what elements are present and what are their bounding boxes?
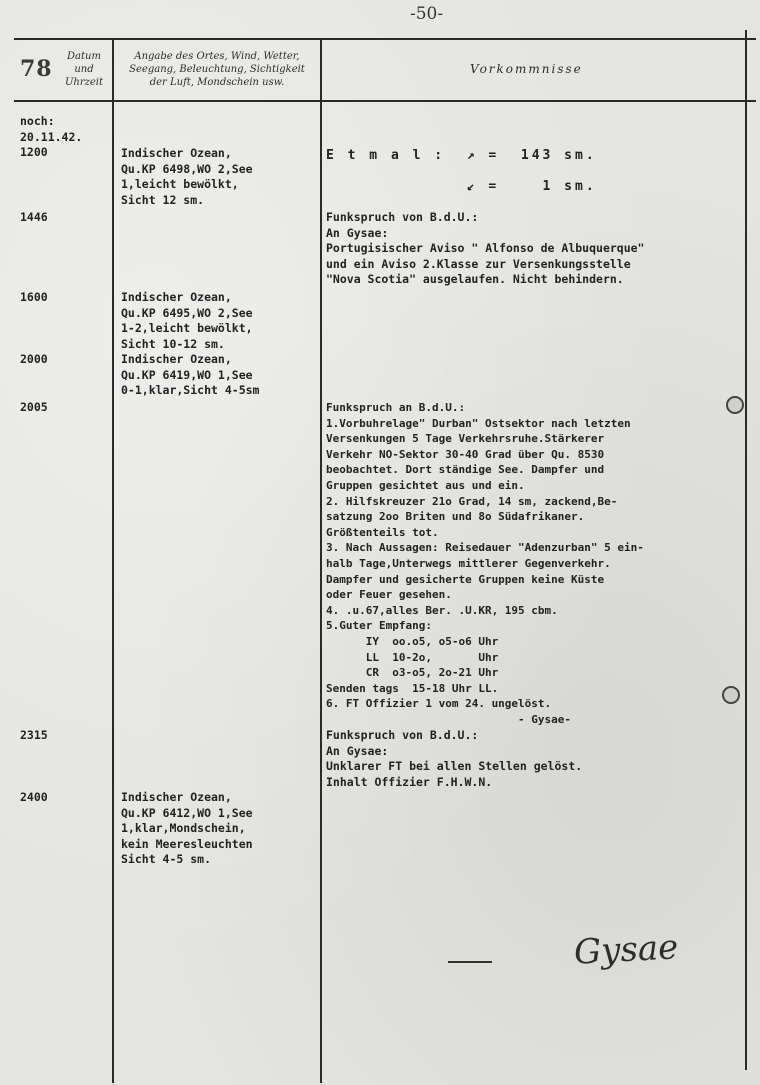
punch-hole: [722, 686, 740, 704]
entry-event: E t m a l : ↗ = 143 sm. ↙ = 1 sm.: [326, 148, 597, 195]
entry-weather: Indischer Ozean, Qu.KP 6495,WO 2,See 1-2,leicht bewölkt, Sicht 10-12 sm.: [121, 290, 253, 351]
entry-time: noch: 20.11.42. 1200: [20, 114, 83, 160]
entry-time: 1446: [20, 210, 48, 224]
punch-hole: [726, 396, 744, 414]
vorkommnisse-header: Vorkommnisse: [470, 62, 583, 76]
entry-time: 1600: [20, 290, 48, 304]
entry-time: 2400: [20, 790, 48, 804]
column-divider-2: [320, 38, 322, 1083]
entry-event: Funkspruch von B.d.U.: An Gysae: Unklarer FT bei allen Stellen gelöst. Inhalt Offizier F.H.W.N.: [326, 728, 583, 789]
column-divider-1: [112, 38, 114, 1083]
signature-line: [448, 961, 492, 963]
entry-time: 2005: [20, 400, 48, 414]
handwritten-signature: Gysae: [573, 927, 680, 973]
top-rule: [14, 38, 756, 40]
page-number: -50-: [410, 4, 444, 24]
right-border: [745, 30, 747, 1070]
entry-time: 2000: [20, 352, 48, 366]
datum-header: Datum und Uhrzeit: [64, 51, 104, 88]
header-bottom-rule: [14, 100, 756, 102]
entry-event: Funkspruch von B.d.U.: An Gysae: Portugisischer Aviso " Alfonso de Albuquerque" und ein Aviso 2.Klasse zur Versenkungsstelle "Nova Scotia" ausgelaufen. Nicht behindern.: [326, 210, 645, 287]
entry-time: 2315: [20, 728, 48, 742]
entry-weather: Indischer Ozean, Qu.KP 6498,WO 2,See 1,leicht bewölkt, Sicht 12 sm.: [121, 146, 253, 207]
angabe-header: Angabe des Ortes, Wind, Wetter, Seegang, Beleuchtung, Sichtigkeit der Luft, Mondschein usw.: [129, 51, 305, 88]
entry-event: Funkspruch an B.d.U.: 1.Vorbuhrelage" Durban" Ostsektor nach letzten Versenkungen 5 Tage Verkehrsruhe.Stärkerer Verkehr NO-Sektor 30-40 Grad über Qu. 8530 beobachtet. Dort ständige See. Dampfer und Gruppen gesichtet aus und ein. 2. Hilfskreuzer 21o Grad, 14 sm, zackend,Be- satzung 2oo Briten und 8o Südafrikaner. Größtenteils tot. 3. Nach Aussagen: Reisedauer "Adenzurban" 5 ein- halb Tage,Unterwegs mittlerer Gegenverkehr. Dampfer und gesicherte Gruppen keine Küste oder Feuer gesehen. 4. .u.67,alles Ber. .U.KR, 195 cbm. 5.Guter Empfang: IY oo.o5, o5-o6 Uhr LL 10-2o, Uhr CR o3-o5, 2o-21 Uhr Senden tags 15-18 Uhr LL. 6. FT Offizier 1 vom 24. ungelöst. - Gysae-: [326, 401, 644, 726]
entry-weather: Indischer Ozean, Qu.KP 6412,WO 1,See 1,klar,Mondschein, kein Meeresleuchten Sicht 4-5 sm.: [121, 790, 253, 867]
entry-weather: Indischer Ozean, Qu.KP 6419,WO 1,See 0-1,klar,Sicht 4-5sm: [121, 352, 260, 398]
header-number-mark: 78: [20, 56, 53, 82]
